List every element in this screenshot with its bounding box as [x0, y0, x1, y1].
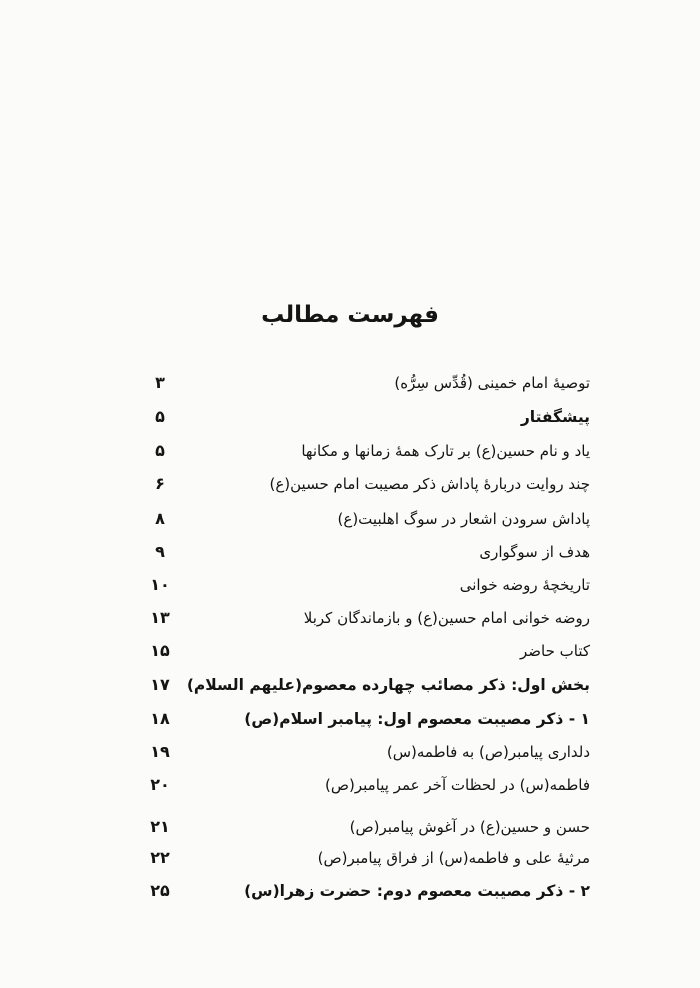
toc-entry[interactable]: [140, 368, 590, 398]
toc-entry-page: ۲۲: [150, 848, 170, 867]
toc-entry-title: روضه خوانی امام حسین(ع) و بازماندگان کربلا: [303, 609, 590, 627]
toc-entry-title: ۲ - ذکر مصیبت معصوم دوم: حضرت زهرا(س): [244, 882, 590, 900]
toc-entry-page: ۶: [155, 474, 165, 493]
toc-entry-title: تاریخچهٔ روضه خوانی: [459, 576, 590, 594]
toc-entry[interactable]: [140, 469, 590, 499]
toc-entry-title: پیشگفتار: [520, 408, 590, 426]
toc-entry[interactable]: [140, 704, 590, 734]
toc-entry-title: کتاب حاضر: [520, 642, 590, 660]
toc-entry[interactable]: [140, 504, 590, 534]
toc-entry[interactable]: [140, 843, 590, 873]
toc-entry-title: چند روایت دربارهٔ پاداش ذکر مصیبت امام حسین(ع): [269, 475, 590, 493]
toc-entry[interactable]: [140, 737, 590, 767]
toc-entry-page: ۳: [155, 373, 165, 392]
toc-entry[interactable]: [140, 603, 590, 633]
toc-entry[interactable]: [140, 770, 590, 800]
toc-entry-title: هدف از سوگواری: [479, 543, 590, 561]
toc-entry-page: ۱۵: [150, 641, 170, 660]
toc-entry-page: ۱۸: [150, 709, 170, 728]
toc-entry-page: ۲۰: [150, 775, 170, 794]
toc-entry-page: ۵: [155, 441, 165, 460]
toc-entry-page: ۱۹: [150, 742, 170, 761]
toc-entry-title: بخش اول: ذکر مصائب چهارده معصوم(علیهم السلام): [186, 676, 590, 694]
toc-entry-title: فاطمه(س) در لحظات آخر عمر پیامبر(ص): [325, 776, 590, 794]
toc-entry-page: ۲۵: [150, 881, 170, 900]
toc-entry-page: ۱۷: [150, 675, 170, 694]
toc-entry[interactable]: [140, 636, 590, 666]
page-title: فهرست مطالب: [261, 302, 439, 328]
toc-entry[interactable]: [140, 570, 590, 600]
toc-entry-page: ۹: [155, 542, 165, 561]
toc-entry-title: دلداری پیامبر(ص) به فاطمه(س): [386, 743, 590, 761]
toc-entry-page: ۱۰: [150, 575, 170, 594]
toc-entry-page: ۲۱: [150, 817, 170, 836]
toc-entry-page: ۵: [155, 407, 165, 426]
toc-entry[interactable]: [140, 812, 590, 842]
toc-entry[interactable]: [140, 436, 590, 466]
toc-entry[interactable]: [140, 670, 590, 700]
toc-entry-title: پاداش سرودن اشعار در سوگ اهلبیت(ع): [337, 510, 590, 528]
toc-entry[interactable]: [140, 402, 590, 432]
toc-entry-title: حسن و حسین(ع) در آغوش پیامبر(ص): [349, 818, 590, 836]
toc-entry[interactable]: [140, 876, 590, 906]
toc-entry-page: ۱۳: [150, 608, 170, 627]
toc-entry[interactable]: [140, 537, 590, 567]
toc-entry-title: یاد و نام حسین(ع) بر تارک همهٔ زمانها و مکانها: [301, 442, 590, 460]
toc-entry-title: توصیهٔ امام خمینی (قُدِّس سِرُّه): [394, 374, 590, 392]
toc-entry-page: ۸: [155, 509, 165, 528]
toc-entry-title: ۱ - ذکر مصیبت معصوم اول: پیامبر اسلام(ص): [244, 710, 590, 728]
toc-entry-title: مرثیهٔ علی و فاطمه(س) از فراق پیامبر(ص): [317, 849, 590, 867]
